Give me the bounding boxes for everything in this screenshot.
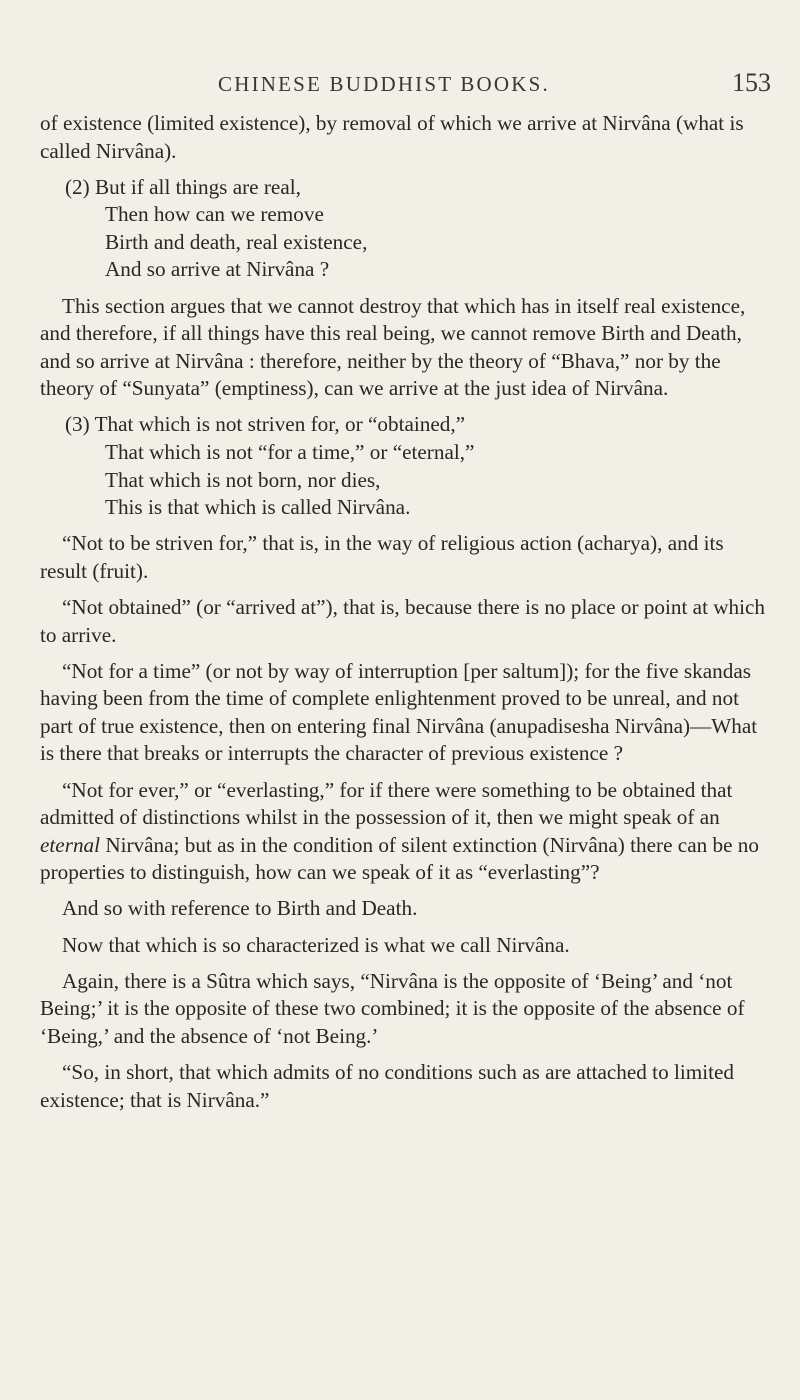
paragraph: “So, in short, that which admits of no conditions such as are attached to limited existence; that is Nirvâna.” — [40, 1059, 734, 1112]
verse-line: Then how can we remove — [105, 202, 324, 227]
running-title: CHINESE BUDDHIST BOOKS. — [218, 72, 550, 96]
verse-stanza — [65, 174, 770, 284]
paragraph: “Not to be striven for,” that is, in the way of religious action (acharya), and its result (fruit). — [40, 531, 724, 583]
verse-line: That which is not born, nor dies, — [105, 467, 381, 492]
verse-line: And so arrive at Nirvâna ? — [105, 257, 330, 282]
paragraph: This section argues that we cannot destroy that which has in itself real existence, and therefore, if all things have this real being, we cannot remove Birth and Death, and so arrive at Nirvâna : therefore, neither by the theory of “Bhava,” nor by the theory of “Sunyata” (emptiness), can we arrive at the just idea of Nirvâna. — [40, 293, 746, 401]
paragraph: “Not for a time” (or not by way of interruption [per saltum]); for the five skandas having been from the time of complete enlightenment proved to be unreal, and not part of true existence, then on entering final Nirvâna (anupadisesha Nirvâna)—What is there that breaks or interrupts the character of previous existence ? — [40, 658, 758, 766]
verse-line: This is that which is called Nirvâna. — [105, 495, 411, 520]
text-run: Nirvâna; but as in the condition of silent extinction (Nirvâna) there can be no properties to distinguish, how can we speak of it as “everlasting”? — [40, 832, 759, 885]
paragraph: Now that which is so characterized is what we call Nirvâna. — [62, 932, 570, 957]
verse-line: (2) But if all things are real, — [65, 174, 301, 199]
verse-line: (3) That which is not striven for, or “obtained,” — [65, 412, 466, 437]
text-run: “Not for ever,” or “everlasting,” for if there were something to be obtained that admitted of distinctions whilst in the possession of it, then we might speak of an — [40, 777, 733, 830]
page-number: 153 — [732, 68, 771, 97]
paragraph: Again, there is a Sûtra which says, “Nirvâna is the opposite of ‘Being’ and ‘not Being;’ it is the opposite of these two combined; it is the opposite of the absence of ‘Being,’ and the absence of ‘not Being.’ — [40, 968, 745, 1048]
paragraph — [40, 777, 770, 887]
paragraph: “Not obtained” (or “arrived at”), that is, because there is no place or point at which to arrive. — [40, 595, 766, 647]
paragraph: of existence (limited existence), by removal of which we arrive at Nirvâna (what is called Nirvâna). — [40, 111, 744, 163]
paragraph: And so with reference to Birth and Death. — [62, 896, 418, 921]
verse-stanza — [65, 411, 770, 521]
verse-line: Birth and death, real existence, — [105, 229, 368, 254]
body-text — [40, 110, 770, 1114]
verse-line: That which is not “for a time,” or “eternal,” — [105, 440, 475, 465]
emphasis-text: eternal — [40, 832, 101, 857]
